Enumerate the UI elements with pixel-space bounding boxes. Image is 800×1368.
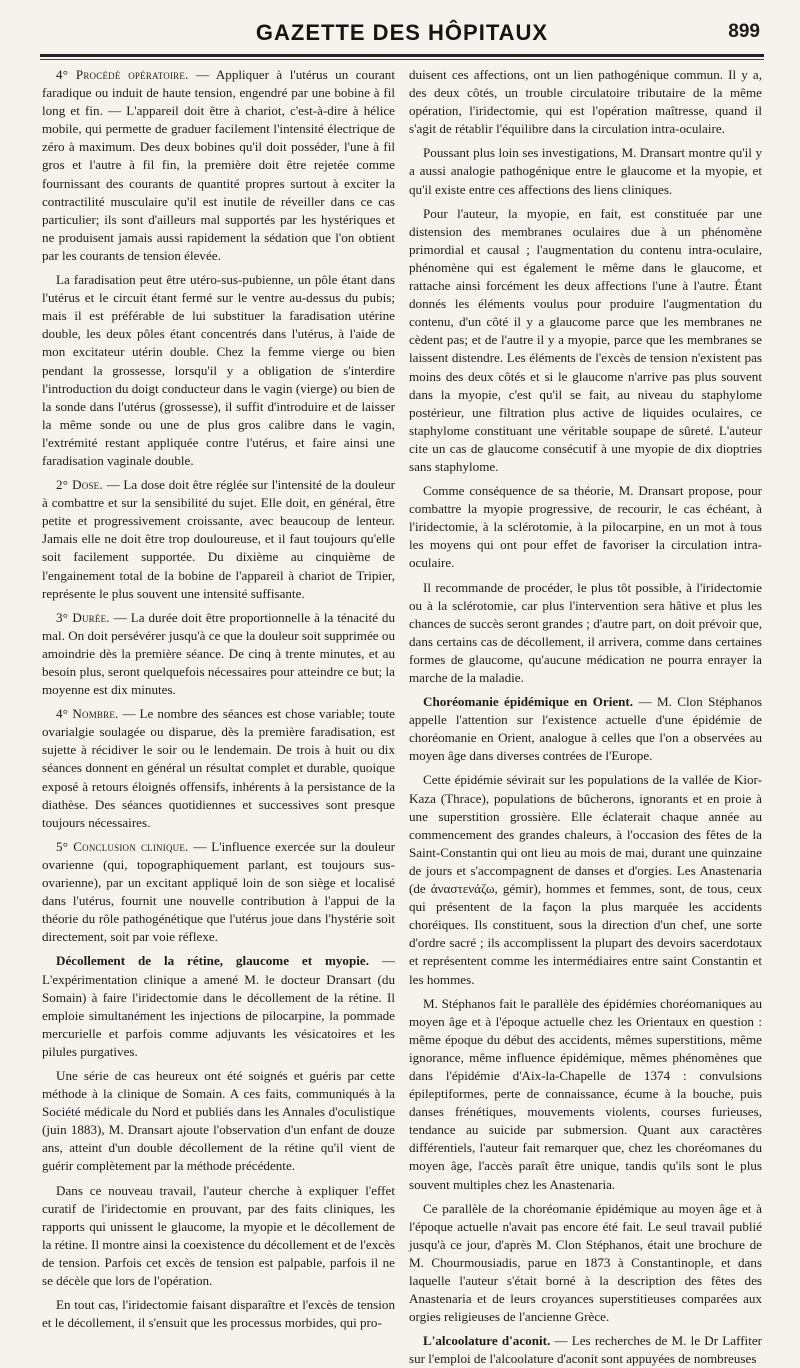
- section-label: 4° Nombre.: [56, 706, 119, 722]
- paragraph-text: — La durée doit être proportionnelle à la ténacité du mal. On doit persévérer jusqu'à ce que la douleur soit supprimée ou amoindrie dès la première séance. De cinq à trente minutes, et au besoin plus, seront quelquefois nécessaires pour atteindre ce but; la moyenne est dix minutes.: [42, 609, 395, 698]
- paragraph: La faradisation peut être utéro-sus-pubienne, un pôle étant dans l'utérus et le circuit étant fermé sur le ventre au-dessus du pubis; mais il est préférable de lui substituer la faradisation utérine double, les deux pôles étant concentrés dans l'utérus, à l'aide de mon excitateur utérin double. Chez la femme vierge ou bien pendant la grossesse, lorsqu'il y a obligation de s'interdire l'introduction du doigt conducteur dans le vagin (vierge) ou bien de la sonde dans l'utérus (grossesse), il suffit d'introduire et de laisser la même sonde ou une de plus gros calibre dans le vagin, l'extrémité restant appliquée contre l'utérus, et faire ainsi une faradisation vaginale double.: [42, 272, 395, 468]
- article-heading: L'alcoolature d'aconit.: [423, 1333, 551, 1349]
- paragraph: [409, 693, 762, 765]
- right-column: [409, 66, 763, 1367]
- paragraph: Comme conséquence de sa théorie, M. Dransart propose, pour combattre la myopie progressive, de recourir, le cas échéant, à l'iridectomie, à la sclérotomie, à la pilocarpine, en un mot à tous les moyens qui ont pour effet de favoriser la circulation intra-oculaire.: [409, 483, 762, 571]
- left-column: [42, 66, 395, 1331]
- paragraph: duisent ces affections, ont un lien pathogénique commun. Il y a, des deux côtés, un trouble circulatoire tributaire de la même opération, l'iridectomie, qui est l'opération maîtresse, quand il s'agit de rétablir l'équilibre dans la circulation intra-oculaire.: [409, 67, 762, 137]
- paragraph: Poussant plus loin ses investigations, M. Dransart montre qu'il y a aussi analogie pathogénique entre le glaucome et la myopie, et qu'il existe entre ces affections des liens cliniques.: [409, 145, 762, 197]
- paragraph: [42, 476, 395, 603]
- section-label: 3° Durée.: [56, 609, 110, 625]
- section-label: 5° Conclusion clinique.: [56, 838, 189, 854]
- page-number: 899: [728, 21, 760, 42]
- section-label: 4° Procédé opératoire.: [56, 67, 189, 82]
- paragraph: [42, 952, 395, 1061]
- page-header: [40, 18, 764, 58]
- paragraph-text: — M. Clon Stéphanos appelle l'attention sur l'existence actuelle d'une épidémie de choréomanie en Orient, analogue à celles que l'on a observées au moyen âge dans diverses contrées de l'Europe.: [409, 694, 762, 764]
- paragraph: M. Stéphanos fait le parallèle des épidémies choréomaniques au moyen âge et à l'époque actuelle chez les Orientaux en question : même époque du début des accidents, mêmes superstitions, même ignorance, même influence épidémique, mêmes phénomènes que dans l'épidémie d'Aix-la-Chapelle de 1374 : convulsions épileptiformes, perte de connaissance, écume à la bouche, puis danses frénétiques, mouvements violents, courses furieuses, tendance au suicide par submersion. Quant aux caractères différentiels, l'auteur fait remarquer que, chez les choréomanes du moyen âge, l'accès paraît être unique, tandis qu'ils sont le plus souvent multiples chez les Anastenaria.: [409, 995, 762, 1192]
- paragraph-text: — La dose doit être réglée sur l'intensité de la douleur à combattre et sur la sensibilité du sujet. Elle doit, en général, être petite et progressivement croissante, avec beaucoup de lenteur. Jamais elle ne doit être trop douloureuse, et il faut toujours qu'elle soit facilement supportée. Du dixième au cinquième de l'engainement total de la bobine de l'appareil à chariot de Tripier, représente le plus souvent une intensité suffisante.: [42, 477, 395, 601]
- running-title: GAZETTE DES HÔPITAUX: [255, 20, 549, 45]
- article-heading: Décollement de la rétine, glaucome et myopie.: [56, 953, 369, 969]
- paragraph-text: — Appliquer à l'utérus un courant faradique ou induit de haute tension, engendré par une bobine à fil long et fin. — L'appareil doit être à chariot, c'est-à-dire à hélice mobile, qui permette de graduer facilement l'intensité électrique de zéro à maximum. Des deux bobines qu'il doit posséder, l'une à fil gros et l'autre à fil fin, la première doit être rejetée comme fournissant des courants de quantité propres surtout à exciter la contractilité musculaire qu'il est inutile de réveiller dans ce cas particulier; ils sont d'ailleurs mal supportés par les hystériques et ne produisent jamais aussi rapidement la sédation que l'on obtient par les courants de tension élevée.: [42, 67, 395, 263]
- paragraph: Pour l'auteur, la myopie, en fait, est constituée par une distension des membranes oculaires due à un phénomène primordial et causal ; l'augmentation du contenu intra-oculaire, phénomène qui est également le même dans le glaucome, et rattache ainsi forcément les deux affections l'une à l'autre. Étant donnés les éléments voulus pour produire l'augmentation du contenu, d'un côté il y a glaucome parce que les membranes ne cèdent pas; et de l'autre il y a myopie, parce que les membranes se laissent distendre. Les éléments de l'excès de tension n'existent pas moins des deux côtés et si le glaucome n'arrive pas plus souvent dans la myopie, c'est qu'il se fait, au niveau du staphylome postérieur, une filtration plus active de liquides oculaires, ce staphylome constituant une véritable soupape de sûreté. L'auteur cite un cas de glaucome consécutif à une myopie de dix dioptries sans staphylome.: [409, 205, 762, 474]
- header-rule-thin: [40, 59, 764, 60]
- section-label: 2° Dose.: [56, 477, 103, 493]
- paragraph-text: — Le nombre des séances est chose variable; toute ovarialgie soulagée ou disparue, dès la première faradisation, est sujette à récidiver le soir ou le lendemain. De trois à huit ou dix séances donnent en général un résultat complet et durable, quoique exposé à retours éloignés offensifs, inhérents à la persistance de la diathèse. Des séances quotidiennes et successives sont presque toujours nécessaires.: [42, 706, 395, 830]
- article-heading: Choréomanie épidémique en Orient.: [423, 694, 634, 710]
- paragraph: [42, 705, 395, 832]
- paragraph: Une série de cas heureux ont été soignés et guéris par cette méthode à la clinique de Somain. A ces faits, communiqués à la Société médicale du Nord et publiés dans les Annales d'oculistique (juin 1883), M. Dransart ajoute l'observation d'un enfant de douze ans, atteint d'un double décollement de la rétine qu'il vient de guérir complètement par la méthode précédente.: [42, 1067, 395, 1174]
- paragraph-text: — L'influence exercée sur la douleur ovarienne (qui, topographiquement parlant, est toujours sus-ovarienne), par un excitant appliqué loin de son siège et localisé dans l'utérus, fournit une nouvelle contribution à l'appui de la théorie du rôle pathogénétique que l'utérus joue dans l'hystérie soit directement, soit par voie réflexe.: [42, 838, 395, 945]
- paragraph: [42, 838, 395, 947]
- paragraph-text: — Les recherches de M. le Dr Laffiter sur l'emploi de l'alcoolature d'aconit sont appuyées de nombreuses: [409, 1333, 763, 1367]
- paragraph: En tout cas, l'iridectomie faisant disparaître et l'excès de tension et le décollement, il s'ensuit que les processus morbides, qui pro-: [42, 1297, 395, 1331]
- paragraph: [409, 1332, 762, 1368]
- paragraph: [42, 609, 395, 699]
- paragraph: Dans ce nouveau travail, l'auteur cherche à expliquer l'effet curatif de l'iridectomie en prouvant, par des faits cliniques, les rapports qui unissent le glaucome, la myopie et le décollement de la rétine. Il montre ainsi la coexistence du décollement et de l'excès de tension. Parfois cet excès de tension est palpable, parfois il ne se décèle que lors de l'opération.: [42, 1182, 395, 1288]
- paragraph: [42, 66, 395, 265]
- paragraph: Ce parallèle de la choréomanie épidémique au moyen âge et à l'époque actuelle n'avait pas encore été fait. Le seul travail publié jusqu'à ce jour, d'après M. Clon Stéphanos, était une brochure de M. Chourmousiadis, parue en 1873 à Constantinople, et dans laquelle l'auteur s'était borné à la description des fêtes des Anastenaria et de leurs croyances superstitieuses comparées aux orgies religieuses de l'ancienne Grèce.: [409, 1200, 762, 1325]
- header-rule-thick: [40, 54, 764, 57]
- paragraph: Cette épidémie sévirait sur les populations de la vallée de Kior-Kaza (Thrace), populations de bûcherons, ignorants et en proie à une superstition grossière. Elle éclaterait chaque année au commencement des grandes chaleurs, à l'occasion des fêtes de la Saint-Constantin qui ont lieu au mois de mai, durant une quinzaine de jours et s'accompagnent de danses et d'orgies. Les Anastenaria (de ἀναστενάζω, gémir), hommes et femmes, sont, de tous, ceux qui présentent de la façon la plus marquée les accidents choréiques. Ils constituent, sous la direction d'un chef, une sorte d'ordre sacré ; ils accomplissent la plupart des devoirs sacerdotaux et représentent comme les intermédiaires entre saint Constantin et les hommes.: [409, 772, 762, 987]
- paragraph: Il recommande de procéder, le plus tôt possible, à l'iridectomie ou à la sclérotomie, car plus l'intervention sera hâtive et plus les chances de succès seront grandes ; d'autre part, on doit prévoir que, dans certains cas de décollement, il arrivera, comme dans certaines formes de glaucome, qu'aucune médication ne pourra enrayer la marche de la maladie.: [409, 579, 762, 685]
- paragraph-text: — L'expérimentation clinique a amené M. le docteur Dransart (du Somain) à faire l'iridectomie dans le décollement de la rétine. Il emploie simultanément les injections de pilocarpine, la pommade mercurielle et parfois comme adjuvants les vésicatoires et les pilules purgatives.: [42, 953, 395, 1059]
